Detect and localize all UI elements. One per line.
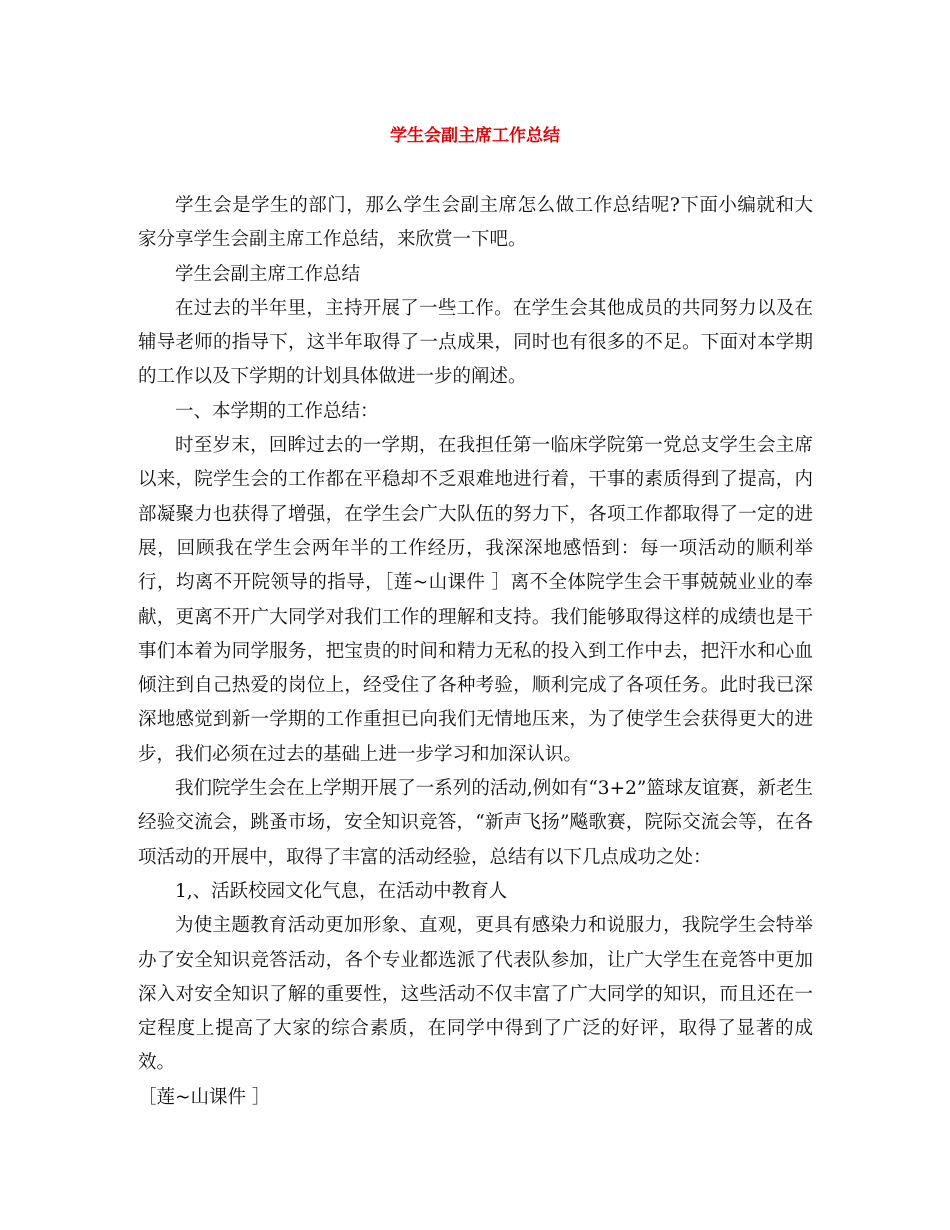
paragraph-overview: 在过去的半年里，主持开展了一些工作。在学生会其他成员的共同努力以及在辅导老师的指导下，这半年取得了一点成果，同时也有很多的不足。下面对本学期的工作以及下学期的计划具体做进一步的阐述。	[138, 297, 813, 388]
paragraph-reflection: 时至岁末，回眸过去的一学期，在我担任第一临床学院第一党总支学生会主席以来，院学生会的工作都在平稳却不乏艰难地进行着，干事的素质得到了提高，内部凝聚力也获得了增强，在学生会广大队伍的努力下，各项工作都取得了一定的进展，回顾我在学生会两年半的工作经历，我深深地感悟到：每一项活动的顺利举行，均离不开院领导的指导，［莲~山课件 ］离不全体院学生会干事兢兢业业的奉献，更离不开广大同学对我们工作的理解和支持。我们能够取得这样的成绩也是干事们本着为同学服务，把宝贵的时间和精力无私的投入到工作中去，把汗水和心血倾注到自己热爱的岗位上，经受住了各种考验，顺利完成了各项任务。此时我已深深地感觉到新一学期的工作重担已向我们无情地压来，为了使学生会获得更大的进步，我们必须在过去的基础上进一步学习和加深认识。	[138, 435, 813, 765]
subheading-campus-culture: 1,、活跃校园文化气息，在活动中教育人	[175, 880, 508, 902]
document-title: 学生会副主席工作总结	[390, 126, 560, 146]
paragraph-safety-quiz: 为使主题教育活动更加形象、直观，更具有感染力和说服力，我院学生会特举办了安全知识竞答活动，各个专业都选派了代表队参加，让广大学生在竞答中更加深入对安全知识了解的重要性，这些活动不仅丰富了广大同学的知识，而且还在一定程度上提高了大家的综合素质，在同学中得到了广泛的好评，取得了显著的成效。	[138, 915, 813, 1074]
paragraph-watermark-note: ［莲~山课件 ］	[138, 1086, 271, 1108]
document-body	[138, 189, 813, 1115]
section-heading-semester-summary: 一、本学期的工作总结：	[175, 400, 379, 422]
paragraph-subtitle: 学生会副主席工作总结	[175, 263, 361, 285]
paragraph-activities: 我们院学生会在上学期开展了一系列的活动,例如有“3+2”篮球友谊赛，新老生经验交流会，跳蚤市场，安全知识竞答，“新声飞扬”飚歌赛，院际交流会等，在各项活动的开展中，取得了丰富的活动经验，总结有以下几点成功之处：	[138, 778, 813, 868]
paragraph-intro: 学生会是学生的部门，那么学生会副主席怎么做工作总结呢?下面小编就和大家分享学生会副主席工作总结，来欣赏一下吧。	[138, 195, 813, 251]
